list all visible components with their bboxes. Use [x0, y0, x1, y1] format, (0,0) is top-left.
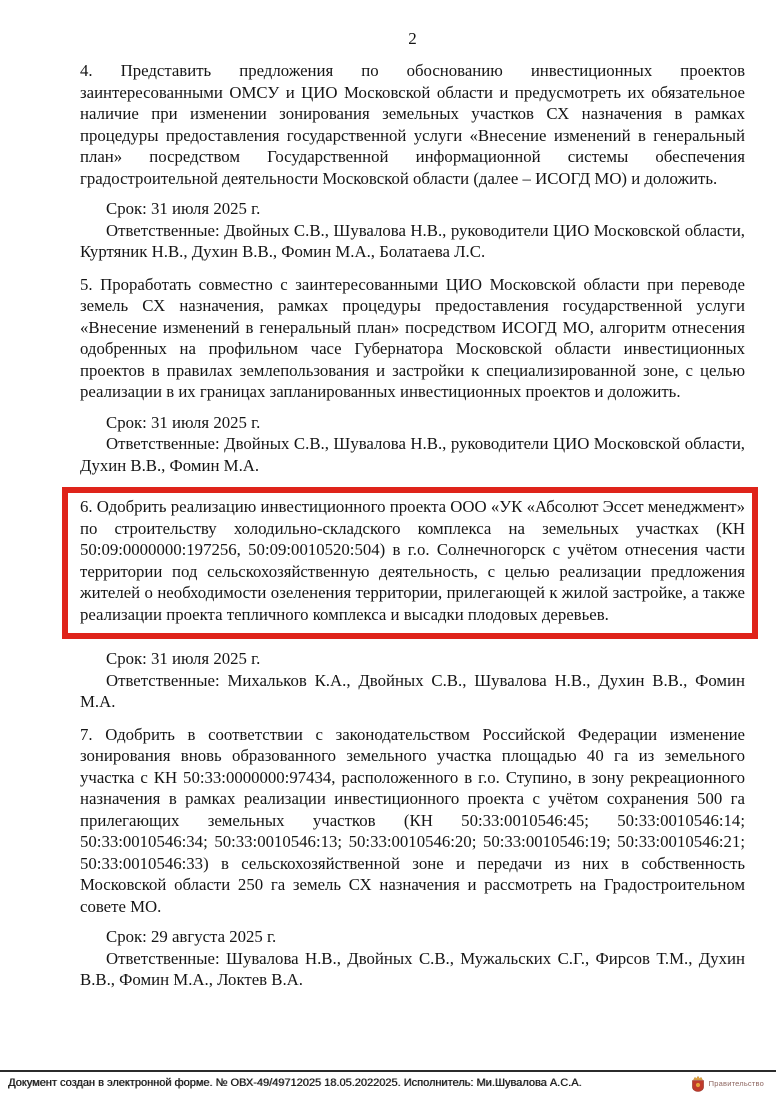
paragraph-item-7: 7. Одобрить в соответствии с законодательством Российской Федерации изменение зонирования вновь образованного земельного участка площадью 40 га из земельного участка с КН 50:33:0000000:97434, расположенного в г.о. Ступино, в зону рекреационного назначения в рамках реализации инвестиционного проекта с учётом сохранения 500 га прилегающих земельных участков (КН 50:33:0010546:45; 50:33:0010546:14; 50:33:0010546:34; 50:33:0010546:13; 50:33:0010546:20; 50:33:0010546:19; 50:33:0010546:21; 50:33:0010546:33) в сельскохозяйственной зоне и передачи из них в собственность Московской области 250 га земель СХ назначения и рассмотреть на Градостроительном совете МО.	[80, 724, 745, 916]
footer-logo-label: Правительство	[708, 1079, 764, 1088]
item-7-section	[80, 724, 745, 991]
item-4-section	[80, 60, 745, 263]
item-5-section	[80, 274, 745, 477]
highlight-box-item-6	[62, 487, 758, 639]
responsible-item-6: Ответственные: Михальков К.А., Двойных С.В., Шувалова Н.В., Духин В.В., Фомин М.А.	[80, 670, 745, 711]
footer-note: Документ создан в электронной форме. № ОВХ-49/49712025 18.05.2022025. Исполнитель: Ми.Шувалова А.С.А.	[8, 1077, 582, 1089]
deadline-item-4: Срок: 31 июля 2025 г.	[106, 199, 261, 218]
paragraph-item-5: 5. Проработать совместно с заинтересованными ЦИО Московской области при переводе земель СХ назначения, рамках процедуры предоставления государственной услуги «Внесение изменений в генеральный план» посредством ИСОГД МО, алгоритм отнесения одобренных на профильном часе Губернатора Московской области инвестиционных проектов в правилах землепользования и застройки к специализированной зоне, с целью реализации в их границах запланированных инвестиционных проектов и доложить.	[80, 274, 745, 401]
deadline-item-7: Срок: 29 августа 2025 г.	[106, 927, 277, 946]
responsible-item-5: Ответственные: Двойных С.В., Шувалова Н.В., руководители ЦИО Московской области, Духин В.В., Фомин М.А.	[80, 434, 745, 475]
government-emblem-icon	[691, 1075, 705, 1092]
paragraph-item-4: 4. Представить предложения по обоснованию инвестиционных проектов заинтересованными ОМСУ и ЦИО Московской области и предусмотреть их обязательное наличие при изменении зонирования земельных участков СХ назначения в рамках процедуры предоставления государственной услуги «Внесение изменений в генеральный план» посредством Государственной информационной системы обеспечения градостроительной деятельности Московской области (далее – ИСОГД МО) и доложить.	[80, 61, 745, 188]
deadline-item-6: Срок: 31 июля 2025 г.	[106, 649, 261, 668]
page-footer	[0, 1070, 776, 1099]
deadline-item-5: Срок: 31 июля 2025 г.	[106, 412, 261, 432]
responsible-item-4: Ответственные: Двойных С.В., Шувалова Н.В., руководители ЦИО Московской области, Куртяник Н.В., Духин В.В., Фомин М.А., Болатаева Л.С.	[80, 220, 745, 261]
item-6-section	[80, 487, 745, 713]
responsible-item-7: Ответственные: Шувалова Н.В., Двойных С.В., Мужальских С.Г., Фирсов Т.М., Духин В.В., Фомин М.А., Локтев В.А.	[80, 948, 745, 989]
page-number: 2	[408, 29, 417, 48]
paragraph-item-6: 6. Одобрить реализацию инвестиционного проекта ООО «УК «Абсолют Эссет менеджмент» по строительству холодильно-складского комплекса на земельных участках (КН 50:09:0000000:197256, 50:09:0010520:504) в г.о. Солнечногорск с учётом отнесения части территории под сельскохозяйственную деятельность, с целью реализации предложения жителей о необходимости озеленения территории, прилегающей к жилой застройке, а также реализации проекта тепличного комплекса и высадки плодовых деревьев.	[80, 497, 745, 624]
footer-brand	[691, 1075, 764, 1092]
